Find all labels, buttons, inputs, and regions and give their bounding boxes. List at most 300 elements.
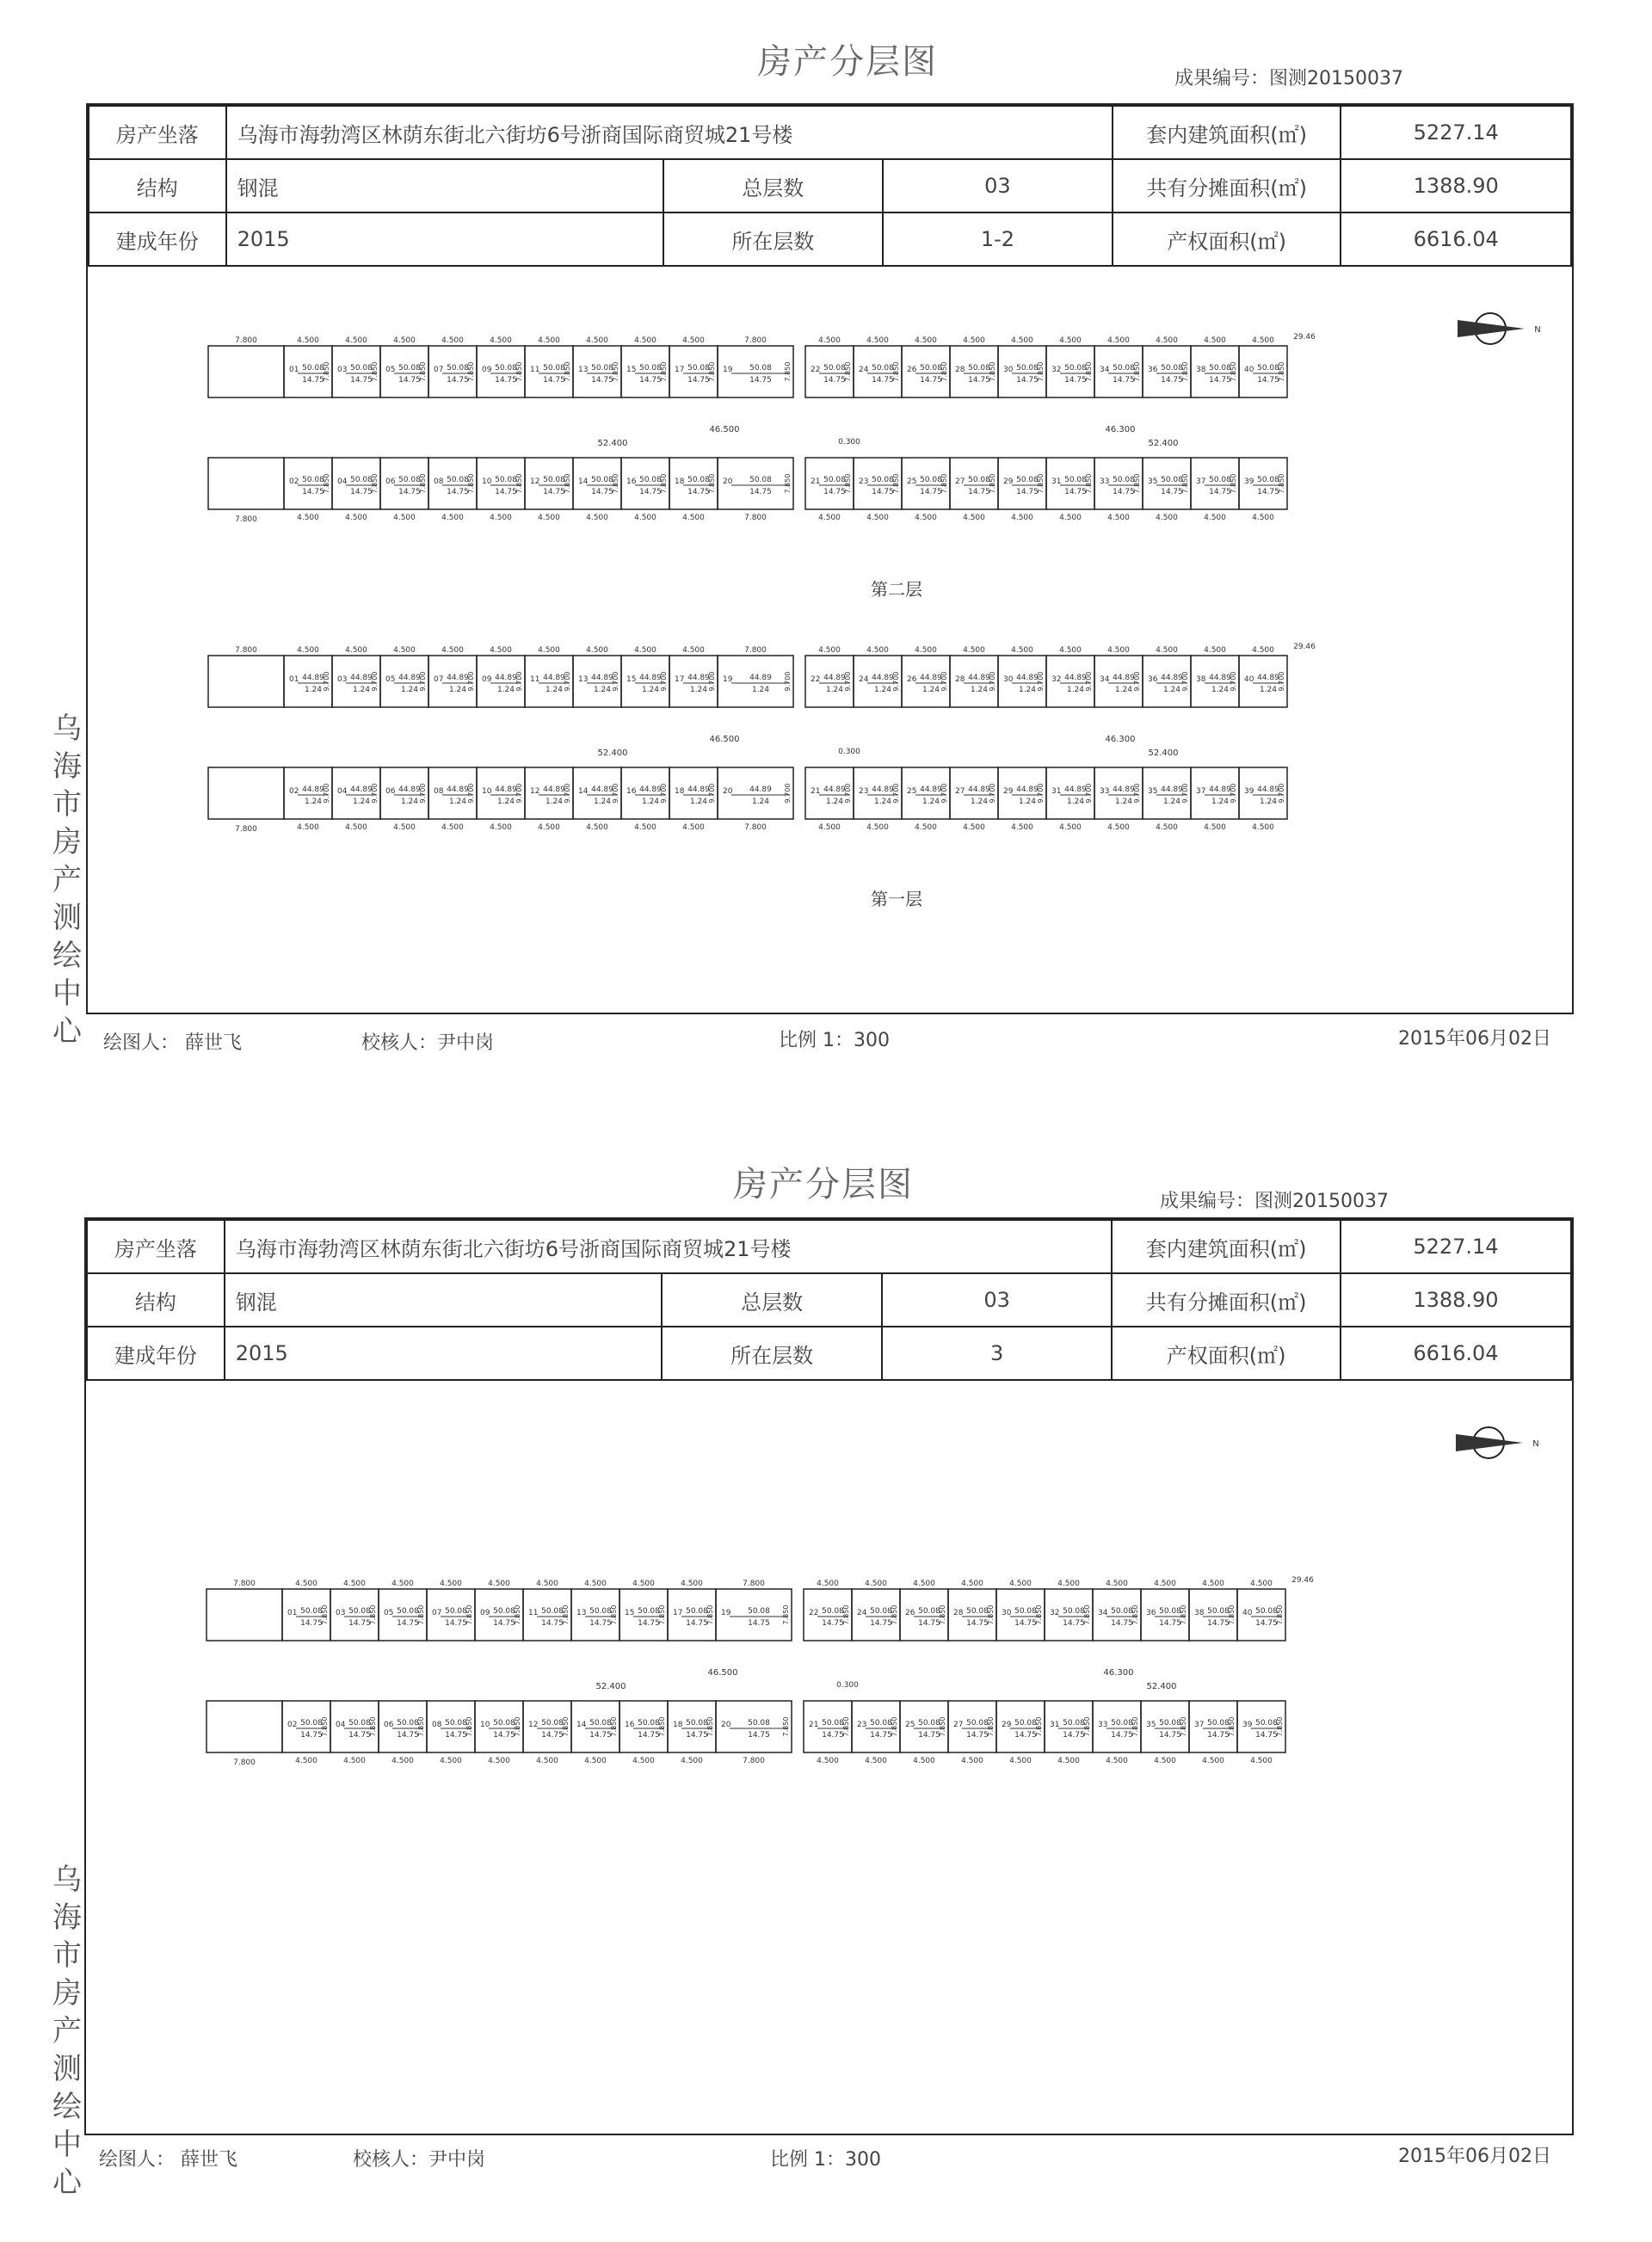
unit-share: 1.24 bbox=[1066, 686, 1085, 694]
dimension-label: 4.500 bbox=[297, 336, 319, 345]
corner-area-label: 29.46 bbox=[1291, 1576, 1314, 1585]
unit-area: 50.08 bbox=[1014, 1607, 1037, 1616]
corner-area-label: 29.46 bbox=[1293, 333, 1316, 342]
unit-area: 44.89 bbox=[591, 785, 613, 794]
unit-area: 50.08 bbox=[686, 1719, 708, 1728]
unit-area: 44.89 bbox=[920, 674, 942, 682]
structure-label: 结构 bbox=[89, 159, 226, 212]
unit-share: 14.75 bbox=[398, 488, 421, 496]
depth-label: 9.700 bbox=[612, 671, 620, 692]
depth-label: 9.700 bbox=[467, 783, 475, 804]
unit-share: 1.24 bbox=[1162, 686, 1181, 694]
unit-number: 04 bbox=[336, 1721, 346, 1729]
unit-share: 14.75 bbox=[397, 1619, 419, 1628]
dimension-label: 4.500 bbox=[818, 646, 841, 655]
unit-number: 25 bbox=[905, 1721, 915, 1729]
unit-area: 50.08 bbox=[823, 476, 846, 484]
depth-label: 7.850 bbox=[784, 361, 792, 382]
dimension-label: 4.500 bbox=[490, 823, 512, 832]
unit-area: 44.89 bbox=[749, 674, 772, 682]
unit-number: 15 bbox=[626, 675, 637, 684]
unit-area: 50.08 bbox=[1063, 1607, 1085, 1616]
dimension-label: 4.500 bbox=[634, 514, 656, 522]
depth-label: 7.850 bbox=[321, 1716, 329, 1737]
unit-area: 50.08 bbox=[968, 364, 990, 373]
dimension-label: 52.400 bbox=[595, 1682, 626, 1691]
depth-label: 9.700 bbox=[564, 783, 571, 804]
unit-area: 50.08 bbox=[493, 1719, 515, 1728]
unit-area: 50.08 bbox=[748, 1607, 770, 1616]
depth-label: 9.700 bbox=[784, 671, 792, 692]
depth-label: 7.850 bbox=[892, 361, 900, 382]
unit-share: 14.75 bbox=[1209, 376, 1231, 385]
dimension-label: 4.500 bbox=[441, 336, 464, 345]
unit-number: 13 bbox=[578, 366, 589, 374]
depth-label: 9.700 bbox=[1037, 671, 1045, 692]
dimension-label: 4.500 bbox=[915, 823, 937, 832]
unit-number: 06 bbox=[385, 787, 396, 796]
dimension-label: 4.500 bbox=[681, 1580, 703, 1588]
unit-number: 26 bbox=[907, 675, 917, 684]
unit-number: 28 bbox=[953, 1609, 964, 1617]
depth-label: 7.850 bbox=[612, 361, 620, 382]
unit-cell bbox=[208, 458, 284, 509]
footer-date: 2015年06月02日 bbox=[1398, 2146, 1551, 2167]
unit-area: 50.08 bbox=[447, 364, 469, 373]
unit-number: 12 bbox=[530, 787, 540, 796]
depth-label: 7.850 bbox=[844, 361, 852, 382]
unit-area: 44.89 bbox=[591, 674, 613, 682]
unit-number: 33 bbox=[1098, 1721, 1108, 1729]
unit-share: 14.75 bbox=[639, 376, 662, 385]
depth-label: 9.700 bbox=[940, 671, 948, 692]
dimension-label: 0.300 bbox=[836, 1681, 859, 1690]
side-text: 乌 海 市 房 产 测 绘 中 心 bbox=[52, 711, 82, 1049]
unit-area: 50.08 bbox=[302, 364, 324, 373]
unit-number: 09 bbox=[482, 675, 492, 684]
unit-number: 12 bbox=[528, 1721, 539, 1729]
depth-label: 7.850 bbox=[1181, 361, 1189, 382]
unit-area: 50.08 bbox=[748, 1719, 770, 1728]
depth-label: 7.850 bbox=[1276, 1605, 1284, 1625]
floor-value: 3 bbox=[882, 1327, 1112, 1380]
unit-number: 02 bbox=[289, 477, 299, 486]
dimension-label: 4.500 bbox=[538, 823, 560, 832]
unit-area: 50.08 bbox=[1207, 1607, 1230, 1616]
unit-number: 14 bbox=[578, 787, 589, 796]
dimension-label: 4.500 bbox=[1204, 646, 1226, 655]
unit-area: 50.08 bbox=[1257, 364, 1279, 373]
unit-share: 1.24 bbox=[496, 798, 515, 806]
dimension-label: 4.500 bbox=[866, 514, 889, 522]
unit-share: 14.75 bbox=[543, 488, 565, 496]
unit-number: 24 bbox=[859, 675, 869, 684]
unit-share: 1.24 bbox=[689, 686, 708, 694]
dimension-label: 4.500 bbox=[297, 514, 319, 522]
location-label: 房产坐落 bbox=[89, 106, 226, 159]
dimension-label: 4.500 bbox=[1011, 646, 1033, 655]
depth-label: 7.850 bbox=[1228, 1716, 1236, 1737]
dimension-label: 7.800 bbox=[744, 646, 767, 655]
dimension-label: 7.800 bbox=[235, 515, 257, 524]
unit-share: 1.24 bbox=[1211, 798, 1230, 806]
unit-area: 44.89 bbox=[398, 674, 421, 682]
dimension-label: 4.500 bbox=[963, 514, 985, 522]
info-table bbox=[88, 105, 1572, 267]
unit-share: 1.24 bbox=[1211, 686, 1230, 694]
dimension-label: 4.500 bbox=[295, 1757, 317, 1765]
unit-area: 50.08 bbox=[918, 1719, 940, 1728]
dimension-label: 4.500 bbox=[682, 646, 705, 655]
unit-number: 15 bbox=[626, 366, 637, 374]
unit-area: 44.89 bbox=[639, 674, 662, 682]
depth-label: 7.850 bbox=[891, 1716, 898, 1737]
dimension-label: 4.500 bbox=[441, 823, 464, 832]
depth-label: 7.850 bbox=[1085, 361, 1093, 382]
dimension-label: 46.300 bbox=[1105, 735, 1136, 744]
depth-label: 7.850 bbox=[706, 1605, 714, 1625]
dimension-label: 4.500 bbox=[1011, 823, 1033, 832]
unit-number: 39 bbox=[1242, 1721, 1253, 1729]
dimension-label: 4.500 bbox=[490, 336, 512, 345]
dimension-label: 4.500 bbox=[913, 1580, 935, 1588]
unit-area: 44.89 bbox=[920, 785, 942, 794]
unit-cell bbox=[206, 1701, 282, 1752]
dimension-label: 4.500 bbox=[1156, 823, 1178, 832]
depth-label: 7.850 bbox=[419, 473, 427, 494]
unit-area: 44.89 bbox=[543, 674, 565, 682]
unit-number: 34 bbox=[1098, 1609, 1108, 1617]
unit-number: 38 bbox=[1196, 366, 1206, 374]
dimension-label: 4.500 bbox=[393, 823, 416, 832]
unit-share: 14.75 bbox=[822, 1731, 844, 1740]
unit-number: 10 bbox=[482, 477, 492, 486]
unit-number: 30 bbox=[1003, 675, 1014, 684]
unit-share: 14.75 bbox=[493, 1619, 515, 1628]
dimension-label: 0.300 bbox=[838, 748, 860, 756]
dimension-label: 4.500 bbox=[866, 336, 889, 345]
depth-label: 7.850 bbox=[658, 1605, 666, 1625]
unit-number: 21 bbox=[811, 477, 821, 486]
unit-share: 1.24 bbox=[448, 798, 467, 806]
dimension-label: 4.500 bbox=[345, 823, 367, 832]
unit-share: 14.75 bbox=[591, 376, 613, 385]
total-floors-value: 03 bbox=[883, 159, 1113, 212]
dimension-label: 4.500 bbox=[963, 646, 985, 655]
depth-label: 9.700 bbox=[323, 783, 330, 804]
depth-label: 7.850 bbox=[371, 473, 379, 494]
unit-area: 44.89 bbox=[302, 674, 324, 682]
dimension-label: 4.500 bbox=[345, 336, 367, 345]
unit-number: 22 bbox=[811, 675, 821, 684]
unit-number: 02 bbox=[289, 787, 299, 796]
depth-label: 7.850 bbox=[1180, 1605, 1187, 1625]
dimension-label: 4.500 bbox=[393, 336, 416, 345]
unit-area: 50.08 bbox=[966, 1607, 989, 1616]
depth-label: 7.850 bbox=[989, 361, 996, 382]
dimension-label: 4.500 bbox=[963, 823, 985, 832]
unit-number: 32 bbox=[1051, 366, 1062, 374]
footer-scale: 比例 1：300 bbox=[770, 2149, 881, 2171]
unit-area: 50.08 bbox=[639, 364, 662, 373]
unit-area: 50.08 bbox=[350, 364, 373, 373]
depth-label: 9.700 bbox=[1085, 783, 1093, 804]
depth-label: 9.700 bbox=[844, 671, 852, 692]
dimension-label: 4.500 bbox=[343, 1757, 366, 1765]
depth-label: 9.700 bbox=[660, 783, 668, 804]
unit-share: 14.75 bbox=[1161, 376, 1183, 385]
depth-label: 9.700 bbox=[989, 783, 996, 804]
dimension-label: 4.500 bbox=[1107, 646, 1130, 655]
unit-area: 50.08 bbox=[350, 476, 373, 484]
unit-number: 04 bbox=[337, 787, 348, 796]
depth-label: 7.850 bbox=[784, 473, 792, 494]
info-table bbox=[86, 1219, 1572, 1381]
unit-area: 50.08 bbox=[749, 476, 772, 484]
depth-label: 7.850 bbox=[1131, 1605, 1139, 1625]
dimension-label: 4.500 bbox=[1059, 646, 1082, 655]
unit-share: 1.24 bbox=[751, 686, 770, 694]
depth-label: 7.850 bbox=[1278, 361, 1285, 382]
dimension-label: 4.500 bbox=[1252, 336, 1274, 345]
depth-label: 9.700 bbox=[1085, 671, 1093, 692]
unit-number: 06 bbox=[385, 477, 396, 486]
unit-area: 50.08 bbox=[1209, 364, 1231, 373]
unit-number: 01 bbox=[289, 366, 299, 374]
unit-share: 14.75 bbox=[493, 1731, 515, 1740]
unit-share: 14.75 bbox=[639, 488, 662, 496]
dimension-label: 7.800 bbox=[235, 825, 257, 834]
sheet-frame bbox=[84, 1217, 1574, 2135]
dimension-label: 4.500 bbox=[393, 514, 416, 522]
unit-area: 44.89 bbox=[1113, 785, 1135, 794]
unit-share: 1.24 bbox=[751, 798, 770, 806]
dimension-label: 4.500 bbox=[586, 514, 608, 522]
dimension-label: 4.500 bbox=[538, 514, 560, 522]
year-label: 建成年份 bbox=[89, 212, 226, 266]
dimension-label: 4.500 bbox=[488, 1580, 510, 1588]
unit-area: 44.89 bbox=[1064, 785, 1087, 794]
floor-title: 第二层 bbox=[871, 579, 922, 600]
structure-label: 结构 bbox=[87, 1273, 225, 1327]
property-area-label: 产权面积(㎡) bbox=[1112, 1327, 1341, 1380]
dimension-label: 4.500 bbox=[1204, 514, 1226, 522]
unit-area: 44.89 bbox=[1209, 674, 1231, 682]
depth-label: 7.850 bbox=[939, 1716, 946, 1737]
footer-drawer: 绘图人： 薛世飞 bbox=[99, 2149, 237, 2171]
unit-number: 21 bbox=[809, 1721, 819, 1729]
unit-share: 1.24 bbox=[1162, 798, 1181, 806]
dimension-label: 4.500 bbox=[634, 646, 656, 655]
unit-area: 50.08 bbox=[493, 1607, 515, 1616]
unit-number: 32 bbox=[1050, 1609, 1060, 1617]
dimension-label: 4.500 bbox=[441, 646, 464, 655]
unit-number: 07 bbox=[432, 1609, 442, 1617]
unit-number: 14 bbox=[576, 1721, 587, 1729]
unit-share: 1.24 bbox=[400, 686, 419, 694]
unit-share: 14.75 bbox=[1014, 1731, 1037, 1740]
unit-area: 50.08 bbox=[687, 476, 710, 484]
unit-area: 50.08 bbox=[1111, 1719, 1133, 1728]
shared-area-value: 1388.90 bbox=[1341, 159, 1571, 212]
unit-area: 50.08 bbox=[495, 364, 517, 373]
dimension-label: 4.500 bbox=[915, 646, 937, 655]
unit-area: 50.08 bbox=[495, 476, 517, 484]
unit-share: 14.75 bbox=[1207, 1619, 1230, 1628]
depth-label: 9.700 bbox=[892, 783, 900, 804]
depth-label: 7.850 bbox=[610, 1605, 618, 1625]
dimension-label: 4.500 bbox=[393, 646, 416, 655]
unit-area: 44.89 bbox=[1113, 674, 1135, 682]
unit-share: 14.75 bbox=[589, 1731, 612, 1740]
dimension-label: 7.800 bbox=[235, 646, 257, 655]
unit-area: 50.08 bbox=[445, 1719, 467, 1728]
unit-number: 03 bbox=[337, 366, 348, 374]
unit-share: 14.75 bbox=[543, 376, 565, 385]
property-area-label: 产权面积(㎡) bbox=[1113, 212, 1341, 266]
dimension-label: 4.500 bbox=[538, 336, 560, 345]
unit-share: 1.24 bbox=[873, 798, 892, 806]
unit-number: 06 bbox=[384, 1721, 394, 1729]
unit-area: 50.08 bbox=[348, 1607, 371, 1616]
unit-number: 11 bbox=[530, 675, 540, 684]
floor-title: 第一层 bbox=[871, 889, 922, 909]
unit-area: 50.08 bbox=[1113, 476, 1135, 484]
floor-value: 1-2 bbox=[883, 212, 1113, 266]
dimension-label: 7.800 bbox=[233, 1758, 256, 1767]
depth-label: 7.850 bbox=[1228, 1605, 1236, 1625]
sheet-frame bbox=[86, 103, 1574, 1014]
dimension-label: 4.500 bbox=[1009, 1580, 1032, 1588]
unit-share: 1.24 bbox=[304, 798, 323, 806]
unit-share: 14.75 bbox=[1209, 488, 1231, 496]
sheet-title: 房产分层图 bbox=[733, 1165, 914, 1204]
dimension-label: 4.500 bbox=[584, 1580, 607, 1588]
unit-share: 14.75 bbox=[541, 1619, 564, 1628]
dimension-label: 52.400 bbox=[1148, 748, 1179, 758]
unit-share: 14.75 bbox=[966, 1731, 989, 1740]
depth-label: 9.700 bbox=[1230, 671, 1237, 692]
footer-checker: 校核人：尹中岗 bbox=[353, 2149, 486, 2171]
unit-number: 14 bbox=[578, 477, 589, 486]
unit-area: 50.08 bbox=[822, 1719, 844, 1728]
depth-label: 7.850 bbox=[323, 473, 330, 494]
dimension-label: 4.500 bbox=[865, 1757, 887, 1765]
unit-share: 1.24 bbox=[1066, 798, 1085, 806]
dimension-label: 52.400 bbox=[597, 748, 628, 758]
unit-share: 14.75 bbox=[445, 1731, 467, 1740]
unit-share: 14.75 bbox=[1063, 1619, 1085, 1628]
unit-area: 50.08 bbox=[920, 364, 942, 373]
unit-share: 1.24 bbox=[970, 686, 989, 694]
depth-label: 7.850 bbox=[782, 1716, 790, 1737]
unit-number: 05 bbox=[385, 366, 396, 374]
unit-number: 33 bbox=[1100, 787, 1110, 796]
location-label: 房产坐落 bbox=[87, 1220, 225, 1273]
dimension-label: 4.500 bbox=[1009, 1757, 1032, 1765]
unit-number: 13 bbox=[576, 1609, 587, 1617]
unit-share: 14.75 bbox=[822, 1619, 844, 1628]
unit-area: 50.08 bbox=[918, 1607, 940, 1616]
unit-area: 50.08 bbox=[447, 476, 469, 484]
unit-share: 14.75 bbox=[1113, 488, 1135, 496]
unit-area: 50.08 bbox=[872, 476, 894, 484]
unit-share: 1.24 bbox=[352, 686, 371, 694]
unit-number: 38 bbox=[1194, 1609, 1205, 1617]
unit-area: 50.08 bbox=[348, 1719, 371, 1728]
dimension-label: 4.500 bbox=[1250, 1757, 1273, 1765]
unit-number: 31 bbox=[1051, 477, 1062, 486]
dimension-label: 52.400 bbox=[1146, 1682, 1177, 1691]
depth-label: 7.850 bbox=[658, 1716, 666, 1737]
unit-number: 13 bbox=[578, 675, 589, 684]
unit-number: 25 bbox=[907, 787, 917, 796]
unit-share: 1.24 bbox=[825, 686, 844, 694]
unit-area: 44.89 bbox=[823, 674, 846, 682]
dimension-label: 4.500 bbox=[586, 646, 608, 655]
unit-share: 1.24 bbox=[400, 798, 419, 806]
unit-share: 1.24 bbox=[922, 686, 940, 694]
shared-area-value: 1388.90 bbox=[1341, 1273, 1571, 1327]
unit-area: 44.89 bbox=[872, 785, 894, 794]
floor-label: 所在层数 bbox=[662, 1327, 882, 1380]
unit-share: 14.75 bbox=[350, 488, 373, 496]
dimension-label: 4.500 bbox=[818, 336, 841, 345]
depth-label: 7.850 bbox=[371, 361, 379, 382]
unit-share: 14.75 bbox=[638, 1731, 660, 1740]
unit-share: 14.75 bbox=[966, 1619, 989, 1628]
unit-number: 34 bbox=[1100, 366, 1110, 374]
floor-label: 所在层数 bbox=[663, 212, 883, 266]
depth-label: 7.850 bbox=[1230, 473, 1237, 494]
depth-label: 9.700 bbox=[1278, 783, 1285, 804]
unit-share: 1.24 bbox=[922, 798, 940, 806]
dimension-label: 4.500 bbox=[586, 336, 608, 345]
depth-label: 7.850 bbox=[369, 1716, 377, 1737]
depth-label: 7.850 bbox=[1276, 1716, 1284, 1737]
depth-label: 7.850 bbox=[1037, 473, 1045, 494]
unit-number: 17 bbox=[675, 675, 685, 684]
unit-number: 24 bbox=[859, 366, 869, 374]
unit-share: 14.75 bbox=[748, 1619, 770, 1628]
dimension-label: 4.500 bbox=[915, 514, 937, 522]
unit-share: 14.75 bbox=[823, 376, 846, 385]
dimension-label: 4.500 bbox=[297, 646, 319, 655]
unit-area: 50.08 bbox=[1014, 1719, 1037, 1728]
unit-number: 22 bbox=[809, 1609, 819, 1617]
unit-share: 1.24 bbox=[448, 686, 467, 694]
unit-area: 44.89 bbox=[495, 785, 517, 794]
unit-number: 31 bbox=[1050, 1721, 1060, 1729]
unit-number: 12 bbox=[530, 477, 540, 486]
dimension-label: 4.500 bbox=[1252, 514, 1274, 522]
unit-area: 50.08 bbox=[397, 1719, 419, 1728]
unit-share: 14.75 bbox=[398, 376, 421, 385]
unit-share: 14.75 bbox=[872, 488, 894, 496]
depth-label: 7.850 bbox=[660, 473, 668, 494]
sheet-2 bbox=[0, 1121, 1652, 2242]
depth-label: 9.700 bbox=[1133, 783, 1141, 804]
unit-number: 26 bbox=[905, 1609, 915, 1617]
depth-label: 7.850 bbox=[515, 473, 523, 494]
unit-number: 17 bbox=[673, 1609, 683, 1617]
dimension-label: 7.800 bbox=[235, 336, 257, 345]
depth-label: 7.850 bbox=[987, 1605, 995, 1625]
dimension-label: 0.300 bbox=[838, 438, 860, 447]
depth-label: 7.850 bbox=[940, 361, 948, 382]
dimension-label: 4.500 bbox=[963, 336, 985, 345]
unit-share: 14.75 bbox=[495, 376, 517, 385]
